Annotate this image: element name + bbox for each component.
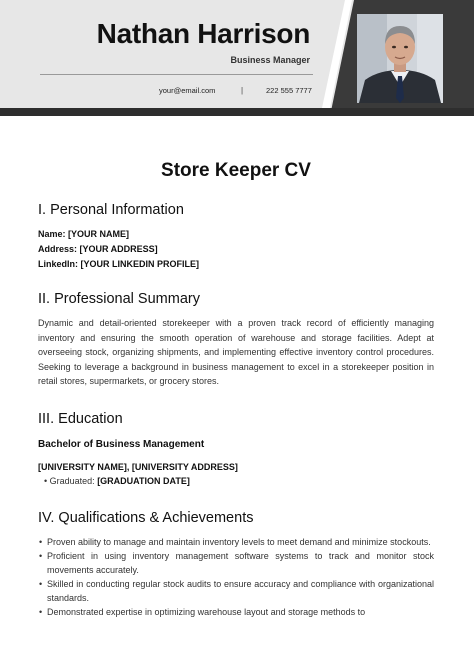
section-heading-qualifications: IV. Qualifications & Achievements [38, 509, 254, 526]
document-title: Store Keeper CV [161, 160, 311, 181]
section-heading-education: III. Education [38, 410, 123, 427]
contact-phone: 222 555 7777 [266, 86, 312, 95]
contact-email[interactable]: your@email.com [159, 86, 216, 95]
graduated-label: Graduated: [49, 475, 98, 486]
education-graduated [38, 474, 434, 488]
cv-header [0, 0, 474, 116]
field-name: Name: [YOUR NAME] [38, 229, 130, 239]
field-linkedin: LinkedIn: [YOUR LINKEDIN PROFILE] [38, 259, 199, 269]
list-item: • Skilled in conducting regular stock audits to ensure accuracy and compliance with organizational standards. [38, 577, 434, 605]
field-address: Address: [YOUR ADDRESS] [38, 244, 158, 254]
personal-info-fields [38, 227, 434, 272]
section-heading-summary: II. Professional Summary [38, 291, 200, 307]
candidate-name: Nathan Harrison [96, 18, 310, 49]
section-heading-personal: I. Personal Information [38, 202, 184, 218]
header-bottom-bar [0, 108, 474, 116]
candidate-role: Business Manager [230, 55, 310, 65]
qualifications-list [38, 535, 434, 619]
education-degree: Bachelor of Business Management [38, 438, 205, 450]
graduated-value: [GRADUATION DATE] [97, 475, 190, 486]
list-item: • Proven ability to manage and maintain inventory levels to meet demand and minimize stockouts. [38, 535, 434, 549]
summary-paragraph: Dynamic and detail-oriented storekeeper with a proven track record of efficiently managing inventory and ensuring the smooth operation of warehouse and storage facilities. Adept at overseeing stock, organizing shipments, and implementing effective inventory control procedures. Seeking to leverage a background in business management to excel in a storekeeper position in retail stores, supermarkets, or grocery stores. [38, 318, 434, 386]
cv-body [38, 160, 434, 619]
header-divider-line [40, 74, 313, 75]
list-item: • Proficient in using inventory management software systems to track and monitor stock movements accurately. [38, 549, 434, 577]
education-school: [UNIVERSITY NAME], [UNIVERSITY ADDRESS] [38, 461, 238, 472]
list-item: • Demonstrated expertise in optimizing warehouse layout and storage methods to [38, 605, 434, 619]
bullet-icon: • [44, 475, 50, 486]
contact-separator: | [241, 86, 244, 95]
profile-photo [357, 14, 443, 103]
